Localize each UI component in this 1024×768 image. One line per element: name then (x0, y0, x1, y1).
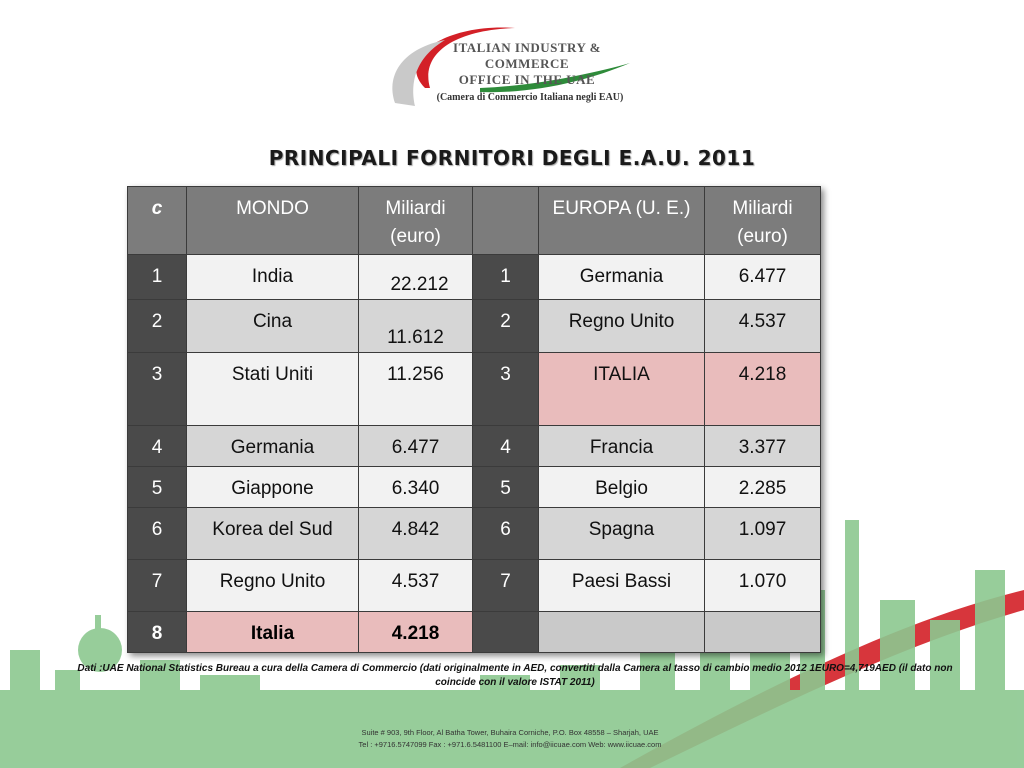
rank-cell: 5 (128, 467, 187, 508)
world-value-cell: 4.842 (359, 508, 473, 560)
eu-rank-cell: 2 (473, 300, 539, 353)
eu-rank-cell: 7 (473, 560, 539, 612)
world-country-cell-italia: Italia (187, 612, 359, 653)
eu-rank-cell: 3 (473, 353, 539, 426)
table-row (128, 353, 821, 426)
table-row (128, 467, 821, 508)
world-country-cell: Giappone (187, 467, 359, 508)
logo-subtitle: (Camera di Commercio Italiana negli EAU) (436, 92, 624, 103)
eu-rank-cell: 5 (473, 467, 539, 508)
rank-cell: 4 (128, 426, 187, 467)
eu-value-cell: 3.377 (705, 426, 821, 467)
header-mondo-unit: Miliardi (euro) (359, 187, 473, 255)
table-row (128, 560, 821, 612)
rank-cell: 3 (128, 353, 187, 426)
eu-country-cell-empty (539, 612, 705, 653)
contact-line: Tel : +9716.5747099 Fax : +971.6.5481100 E–mail: info@iicuae.com Web: www.iicuae.com (358, 740, 662, 749)
eu-country-cell: Belgio (539, 467, 705, 508)
eu-rank-cell: 4 (473, 426, 539, 467)
world-value-cell: 6.340 (359, 467, 473, 508)
header-europa-unit: Miliardi (euro) (705, 187, 821, 255)
eu-value-cell: 1.070 (705, 560, 821, 612)
table-row (128, 426, 821, 467)
page-title: PRINCIPALI FORNITORI DEGLI E.A.U. 2011 (268, 146, 756, 170)
table-row (128, 508, 821, 560)
rank-cell: 8 (128, 612, 187, 653)
table-header-row (128, 187, 821, 255)
table-row (128, 255, 821, 300)
world-value-cell: 4.537 (359, 560, 473, 612)
header-mondo: MONDO (187, 187, 359, 255)
world-country-cell: Korea del Sud (187, 508, 359, 560)
contact-address (280, 727, 740, 751)
address-line: Suite # 903, 9th Floor, Al Batha Tower, Buhaira Corniche, P.O. Box 48558 – Sharjah, UAE (361, 728, 659, 737)
logo-title: ITALIAN INDUSTRY & COMMERCE OFFICE IN THE UAE (453, 40, 601, 87)
header-empty (473, 187, 539, 255)
header-c: c (128, 187, 187, 255)
eu-country-cell: Germania (539, 255, 705, 300)
source-footnote: Dati :UAE National Statistics Bureau a cura della Camera di Commercio (dati originalmente in AED, convertiti dalla Camera al tasso di cambio medio 2012 1EURO=4,719AED (il dato non coincide con il valore ISTAT 2011) (77, 663, 953, 688)
world-country-cell: Germania (187, 426, 359, 467)
world-value-cell: 11.612 (359, 300, 473, 353)
world-value-cell: 11.256 (359, 353, 473, 426)
eu-country-cell: Francia (539, 426, 705, 467)
eu-value-cell: 6.477 (705, 255, 821, 300)
rank-cell: 1 (128, 255, 187, 300)
eu-rank-cell-empty (473, 612, 539, 653)
header-europa: EUROPA (U. E.) (539, 187, 705, 255)
world-country-cell: Cina (187, 300, 359, 353)
world-value-cell: 22.212 (359, 255, 473, 300)
world-country-cell: Stati Uniti (187, 353, 359, 426)
rank-cell: 6 (128, 508, 187, 560)
world-country-cell: Regno Unito (187, 560, 359, 612)
eu-rank-cell: 1 (473, 255, 539, 300)
rank-cell: 7 (128, 560, 187, 612)
eu-rank-cell: 6 (473, 508, 539, 560)
eu-value-cell-empty (705, 612, 821, 653)
table-row-italia (128, 612, 821, 653)
eu-value-cell: 2.285 (705, 467, 821, 508)
eu-country-cell: Spagna (539, 508, 705, 560)
eu-country-cell: Paesi Bassi (539, 560, 705, 612)
suppliers-table (127, 186, 821, 653)
eu-value-cell: 1.097 (705, 508, 821, 560)
eu-country-cell: Regno Unito (539, 300, 705, 353)
world-value-cell: 6.477 (359, 426, 473, 467)
world-value-cell-italia: 4.218 (359, 612, 473, 653)
world-country-cell: India (187, 255, 359, 300)
eu-value-cell: 4.537 (705, 300, 821, 353)
eu-value-cell-italia: 4.218 (705, 353, 821, 426)
table-row (128, 300, 821, 353)
rank-cell: 2 (128, 300, 187, 353)
eu-country-cell-italia: ITALIA (539, 353, 705, 426)
